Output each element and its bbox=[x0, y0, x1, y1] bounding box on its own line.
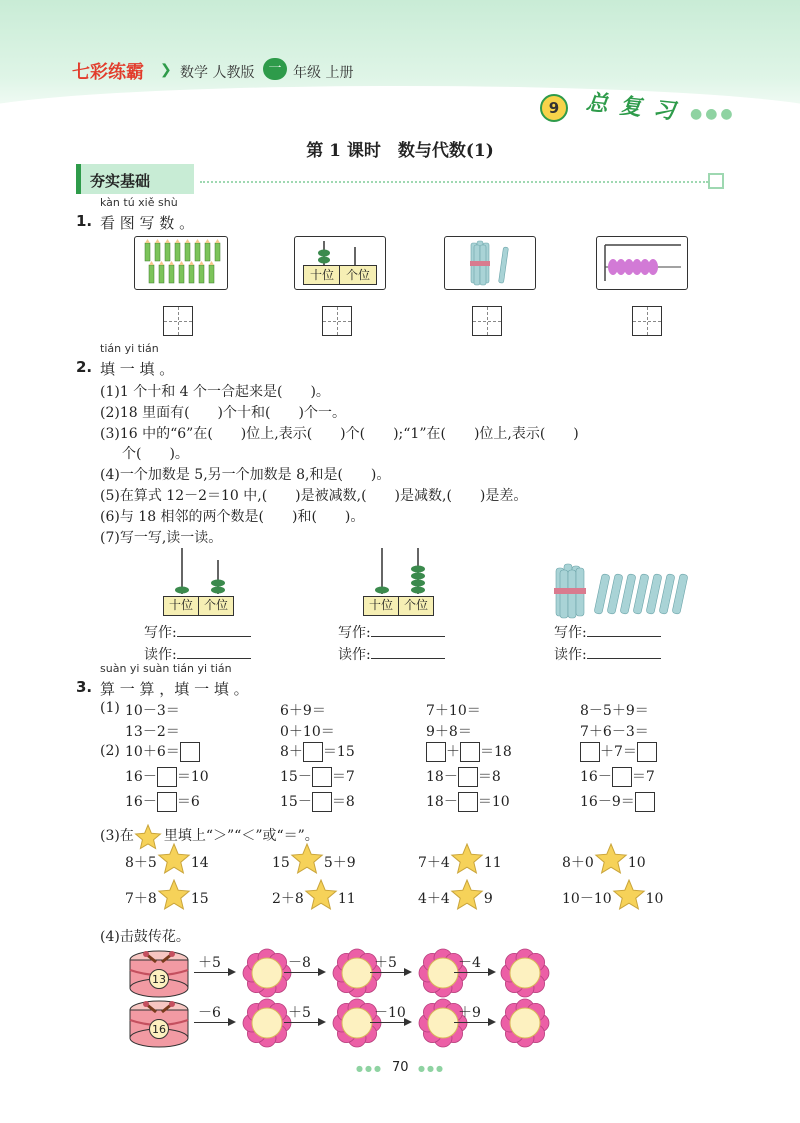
answer-box[interactable] bbox=[458, 767, 478, 787]
compare-item bbox=[125, 888, 209, 909]
expr-right: ＝8 bbox=[331, 794, 355, 810]
q2-item-3-cont: 个( )。 bbox=[122, 446, 189, 462]
expr-right: ＝10 bbox=[176, 769, 209, 785]
section-end-square bbox=[708, 173, 724, 189]
drum-operation: －6 bbox=[198, 1005, 221, 1021]
answer-box[interactable] bbox=[580, 742, 600, 762]
q2-item-6: (6)与 18 相邻的两个数是( )和( )。 bbox=[100, 509, 365, 525]
compare-left: 4＋4 bbox=[418, 891, 450, 907]
compare-left: 7＋4 bbox=[418, 855, 450, 871]
read-line[interactable] bbox=[587, 644, 661, 659]
expr-right: ＝18 bbox=[480, 744, 512, 760]
q1-abacus-picture bbox=[294, 236, 386, 290]
expr-right: ＝15 bbox=[322, 744, 355, 760]
abacus-ones-label: 个位 bbox=[339, 265, 377, 285]
answer-box[interactable] bbox=[157, 767, 177, 787]
read-label: 读作: bbox=[338, 647, 371, 663]
q2-item-7: (7)写一写,读一读。 bbox=[100, 530, 223, 546]
arrow-right-icon bbox=[284, 1022, 324, 1023]
chevron-right-icon: ❯ bbox=[160, 62, 172, 78]
q3-p1-r1-c3: 7＋10＝ bbox=[426, 703, 481, 719]
q1-answer-box-3[interactable] bbox=[472, 306, 502, 336]
q3-part3-intro bbox=[100, 824, 319, 848]
q3-p2-item-6 bbox=[280, 766, 355, 787]
q2-write-a bbox=[144, 622, 251, 642]
read-label: 读作: bbox=[554, 647, 587, 663]
expr-left: 15－ bbox=[280, 794, 312, 810]
write-line[interactable] bbox=[371, 622, 445, 637]
drum-operation: －10 bbox=[374, 1005, 406, 1021]
q1-text: 看 图 写 数 。 bbox=[100, 214, 195, 232]
q3-p1-r2-c3: 9＋8＝ bbox=[426, 724, 472, 740]
compare-left: 8＋5 bbox=[125, 855, 157, 871]
q3-p2-item-9 bbox=[125, 791, 200, 812]
arrow-right-icon bbox=[370, 972, 410, 973]
drum-operation: ＋9 bbox=[458, 1005, 481, 1021]
compare-left: 15 bbox=[272, 855, 290, 871]
star-icon[interactable] bbox=[612, 879, 646, 917]
q3-p1-r2-c2: 0＋10＝ bbox=[280, 724, 335, 740]
q3-p2-item-3 bbox=[426, 741, 512, 762]
expr-right: ＋7＝ bbox=[600, 744, 637, 760]
header-subject: 数学 人教版 bbox=[180, 65, 255, 81]
arrow-right-icon bbox=[194, 972, 234, 973]
compare-left: 2＋8 bbox=[272, 891, 304, 907]
answer-box[interactable] bbox=[312, 767, 332, 787]
compare-item bbox=[418, 852, 502, 873]
q1-answer-box-1[interactable] bbox=[163, 306, 193, 336]
expr-right: ＝8 bbox=[477, 769, 501, 785]
compare-item bbox=[562, 852, 646, 873]
q3-p2-item-4 bbox=[580, 741, 657, 762]
write-label: 写作: bbox=[144, 625, 177, 641]
answer-box[interactable] bbox=[180, 742, 200, 762]
q1-pinyin: kàn tú xiě shù bbox=[100, 196, 178, 209]
q2-item-5: (5)在算式 12－2＝10 中,( )是被减数,( )是减数,( )是差。 bbox=[100, 488, 528, 504]
write-label: 写作: bbox=[554, 625, 587, 641]
q1-answer-box-4[interactable] bbox=[632, 306, 662, 336]
write-line[interactable] bbox=[587, 622, 661, 637]
q3-p2-item-5 bbox=[125, 766, 209, 787]
star-icon[interactable] bbox=[157, 843, 191, 881]
compare-left: 10－10 bbox=[562, 891, 612, 907]
flower-answer-icon[interactable] bbox=[500, 998, 550, 1052]
drum-operation: ＋5 bbox=[288, 1005, 311, 1021]
q3-number: 3. bbox=[76, 678, 93, 696]
compare-right: 14 bbox=[190, 855, 209, 871]
drum-operation: －4 bbox=[458, 955, 481, 971]
q2-read-a bbox=[144, 644, 251, 664]
expr-left: 16－ bbox=[580, 769, 612, 785]
q3-p2-item-8 bbox=[580, 766, 655, 787]
compare-item bbox=[272, 888, 356, 909]
q3-part2-label: (2) bbox=[100, 743, 120, 759]
q2-write-b bbox=[338, 622, 445, 642]
drum-operation: ＋5 bbox=[198, 955, 221, 971]
q3-pinyin: suàn yi suàn tián yi tián bbox=[100, 662, 232, 675]
arrow-right-icon bbox=[454, 1022, 494, 1023]
flower-answer-icon[interactable] bbox=[242, 948, 292, 1002]
q2-abacus-b-icon bbox=[364, 546, 454, 596]
abacus-tens-label: 十位 bbox=[303, 265, 341, 285]
q3-p2-item-1 bbox=[125, 741, 200, 762]
unit-number-badge: 9 bbox=[540, 94, 568, 122]
compare-right: 11 bbox=[337, 891, 356, 907]
answer-box[interactable] bbox=[460, 742, 480, 762]
drum-operation: ＋5 bbox=[374, 955, 397, 971]
answer-box[interactable] bbox=[612, 767, 632, 787]
q1-answer-box-2[interactable] bbox=[322, 306, 352, 336]
arrow-right-icon bbox=[370, 1022, 410, 1023]
q3-p2-item-11 bbox=[426, 791, 510, 812]
compare-right: 9 bbox=[483, 891, 493, 907]
q2-write-c bbox=[554, 622, 661, 642]
q2-read-b bbox=[338, 644, 445, 664]
header-grade: 年级 上册 bbox=[293, 65, 354, 81]
page-number: 70 bbox=[392, 1060, 409, 1075]
expr-left: 18－ bbox=[426, 769, 458, 785]
q2-abacus-a-icon bbox=[164, 546, 254, 596]
write-line[interactable] bbox=[177, 622, 251, 637]
read-line[interactable] bbox=[177, 644, 251, 659]
flower-answer-icon[interactable] bbox=[242, 998, 292, 1052]
answer-box[interactable] bbox=[426, 742, 446, 762]
star-icon[interactable] bbox=[450, 879, 484, 917]
drum-operation: －8 bbox=[288, 955, 311, 971]
unit-title: 总 复 习 bbox=[584, 90, 679, 125]
q1-pencils-picture bbox=[134, 236, 228, 290]
compare-item bbox=[418, 888, 493, 909]
answer-box[interactable] bbox=[303, 742, 323, 762]
footer-dots-right: ●●● bbox=[418, 1064, 445, 1073]
section-label: 夯实基础 bbox=[90, 172, 151, 190]
read-label: 读作: bbox=[144, 647, 177, 663]
compare-right: 11 bbox=[483, 855, 502, 871]
q3-p2-item-7 bbox=[426, 766, 501, 787]
part3-intro-a: (3)在 bbox=[100, 828, 134, 844]
expr-left: 8＋ bbox=[280, 744, 303, 760]
brand-text: 七彩练霸 bbox=[72, 62, 144, 83]
compare-right: 10 bbox=[645, 891, 664, 907]
expr-left: 18－ bbox=[426, 794, 458, 810]
answer-box[interactable] bbox=[458, 792, 478, 812]
answer-box[interactable] bbox=[637, 742, 657, 762]
expr-left: 10＋6＝ bbox=[125, 744, 180, 760]
expr-left: 16－ bbox=[125, 794, 157, 810]
star-icon[interactable] bbox=[304, 879, 338, 917]
compare-right: 10 bbox=[627, 855, 646, 871]
part3-intro-b: 里填上“＞”“＜”或“＝”。 bbox=[163, 828, 319, 844]
footer-dots-left: ●●● bbox=[356, 1064, 383, 1073]
stick-bundle-icon bbox=[445, 237, 534, 288]
q2-read-c bbox=[554, 644, 661, 664]
q3-p1-r2-c4: 7＋6－3＝ bbox=[580, 724, 649, 740]
compare-item bbox=[562, 888, 663, 909]
q2-abacus-a-tens: 十位 bbox=[163, 596, 199, 616]
q2-abacus-b-tens: 十位 bbox=[363, 596, 399, 616]
q2-sticks-icon bbox=[548, 560, 698, 620]
expr-left: 15－ bbox=[280, 769, 312, 785]
expr-left: 16－9＝ bbox=[580, 794, 635, 810]
q1-beads-picture bbox=[596, 236, 688, 290]
arrow-right-icon bbox=[194, 1022, 234, 1023]
compare-item bbox=[272, 852, 356, 873]
compare-item bbox=[125, 852, 209, 873]
q2-pinyin: tián yi tián bbox=[100, 342, 159, 355]
section-divider bbox=[200, 181, 708, 183]
q3-p1-r2-c1: 13－2＝ bbox=[125, 724, 180, 740]
q3-p2-item-12 bbox=[580, 791, 655, 812]
star-icon[interactable] bbox=[290, 843, 324, 881]
compare-left: 7＋8 bbox=[125, 891, 157, 907]
answer-box[interactable] bbox=[312, 792, 332, 812]
q2-number: 2. bbox=[76, 358, 93, 376]
flower-answer-icon[interactable] bbox=[500, 948, 550, 1002]
q3-p1-r1-c4: 8－5＋9＝ bbox=[580, 703, 649, 719]
q3-p2-item-10 bbox=[280, 791, 355, 812]
q2-item-1: (1)1 个十和 4 个一合起来是( )。 bbox=[100, 384, 330, 400]
compare-left: 8＋0 bbox=[562, 855, 594, 871]
write-label: 写作: bbox=[338, 625, 371, 641]
q3-text: 算 一 算 ，填 一 填 。 bbox=[100, 680, 249, 698]
decor-dots: ●●● bbox=[690, 106, 736, 122]
expr-right: ＝10 bbox=[477, 794, 510, 810]
q1-number: 1. bbox=[76, 212, 93, 230]
q2-item-2: (2)18 里面有( )个十和( )个一。 bbox=[100, 405, 346, 421]
q3-p1-r1-c1: 10－3＝ bbox=[125, 703, 180, 719]
answer-box[interactable] bbox=[157, 792, 177, 812]
q3-p2-item-2 bbox=[280, 741, 355, 762]
q2-abacus-b-ones: 个位 bbox=[398, 596, 434, 616]
arrow-right-icon bbox=[284, 972, 324, 973]
expr-right: ＝7 bbox=[631, 769, 655, 785]
read-line[interactable] bbox=[371, 644, 445, 659]
beads-icon bbox=[597, 237, 686, 288]
q1-bundle-picture bbox=[444, 236, 536, 290]
lesson-title: 第 1 课时 数与代数(1) bbox=[306, 141, 494, 161]
drum-start-number: 13 bbox=[149, 969, 169, 989]
grade-badge: 一 bbox=[263, 58, 287, 80]
expr-op: ＋ bbox=[446, 744, 460, 760]
expr-right: ＝6 bbox=[176, 794, 200, 810]
star-icon[interactable] bbox=[594, 843, 628, 881]
compare-right: 15 bbox=[190, 891, 209, 907]
drum-start-number: 16 bbox=[149, 1019, 169, 1039]
q2-item-4: (4)一个加数是 5,另一个加数是 8,和是( )。 bbox=[100, 467, 391, 483]
arrow-right-icon bbox=[454, 972, 494, 973]
pencils-icon bbox=[135, 237, 226, 288]
expr-right: ＝7 bbox=[331, 769, 355, 785]
expr-left: 16－ bbox=[125, 769, 157, 785]
star-icon[interactable] bbox=[450, 843, 484, 881]
q2-text: 填 一 填 。 bbox=[100, 360, 175, 378]
q2-abacus-a-ones: 个位 bbox=[198, 596, 234, 616]
q3-part4-label: (4)击鼓传花。 bbox=[100, 929, 190, 945]
q3-part1-label: (1) bbox=[100, 700, 120, 716]
q2-item-3: (3)16 中的“6”在( )位上,表示( )个( );“1”在( )位上,表示( ) bbox=[100, 426, 579, 442]
star-icon[interactable] bbox=[157, 879, 191, 917]
answer-box[interactable] bbox=[635, 792, 655, 812]
q3-p1-r1-c2: 6＋9＝ bbox=[280, 703, 326, 719]
compare-right: 5＋9 bbox=[323, 855, 356, 871]
brand-logo bbox=[72, 58, 144, 84]
